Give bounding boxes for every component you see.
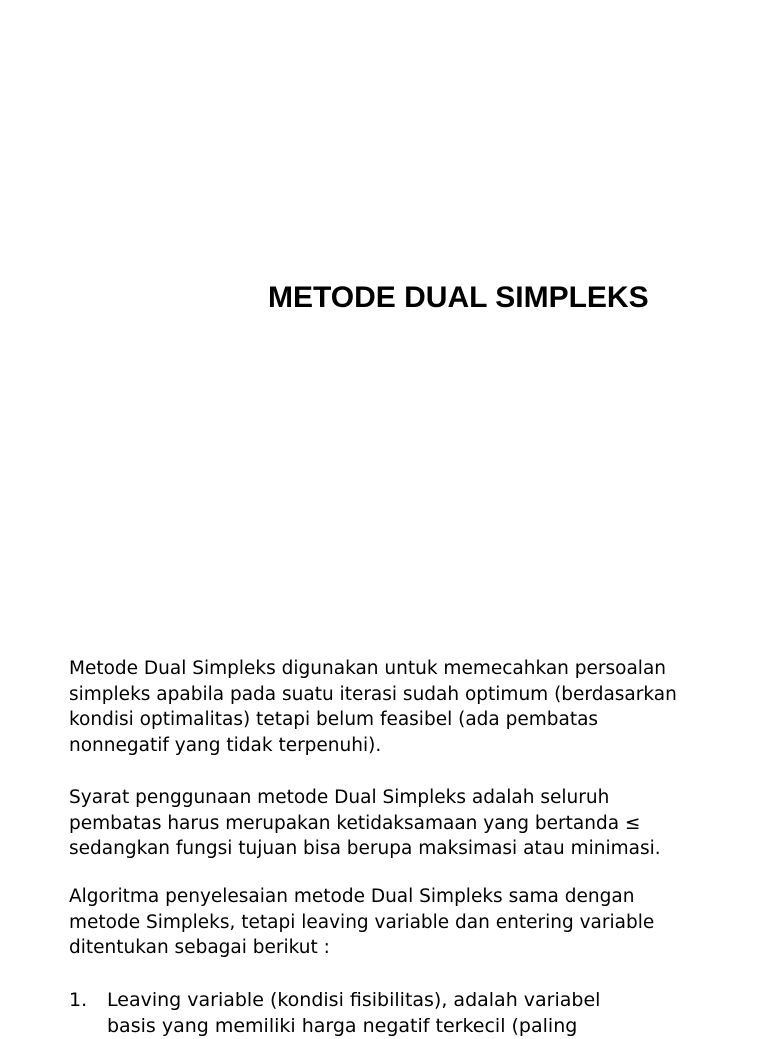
paragraph-line: nonnegatif yang tidak terpenuhi). [69,734,382,756]
paragraph-line: simpleks apabila pada suatu iterasi sudah optimum (berdasarkan [69,683,677,705]
paragraph-algorithm [69,884,729,961]
paragraph-requirements [69,785,729,862]
paragraph-intro [69,656,729,758]
algorithm-steps-list [69,987,749,1039]
paragraph-line: kondisi optimalitas) tetapi belum feasibel (ada pembatas [69,709,599,730]
paragraph-line: metode Simpleks, tetapi leaving variable dan entering variable [69,911,655,933]
list-item [69,987,749,1039]
list-item-line: Leaving variable (kondisi fisibilitas), adalah variabel [107,989,601,1011]
paragraph-line: sedangkan fungsi tujuan bisa berupa maksimasi atau minimasi. [69,838,661,859]
paragraph-line: Syarat penggunaan metode Dual Simpleks adalah seluruh [69,787,610,808]
paragraph-line: ditentukan sebagai berikut : [69,937,330,958]
list-item-number: 1. [69,989,88,1011]
paragraph-line: Algoritma penyelesaian metode Dual Simpleks sama dengan [69,886,635,907]
list-item-line: basis yang memiliki harga negatif terkecil (paling [107,1015,578,1037]
page-title: METODE DUAL SIMPLEKS [268,281,649,314]
paragraph-line: Metode Dual Simpleks digunakan untuk memecahkan persoalan [69,658,667,679]
paragraph-line: pembatas harus merupakan ketidaksamaan yang bertanda ≤ [69,812,641,834]
